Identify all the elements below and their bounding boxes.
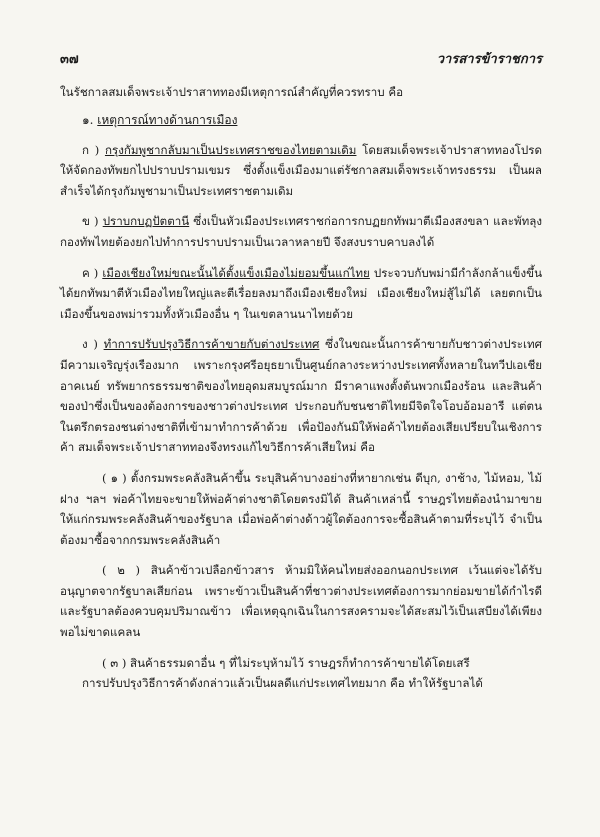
item-ngo	[60, 334, 542, 458]
section-heading	[82, 111, 542, 130]
subitem-1	[60, 468, 542, 550]
item-title: เมืองเชียงใหม่ขณะนั้นได้ตั้งแข็งเมืองไม่ยอมขึ้นแก่ไทย	[102, 265, 370, 280]
item-kho	[60, 211, 542, 252]
item-ko	[60, 140, 542, 202]
closing-paragraph: การปรับปรุงวิธีการค้าดังกล่าวแล้วเป็นผลดีแก่ประเทศไทยมาก คือ ทำให้รัฐบาลได้	[82, 676, 483, 691]
section-number: ๑.	[82, 112, 94, 127]
subitem-2	[60, 560, 542, 642]
item-marker: ง )	[82, 337, 98, 352]
item-text: ซึ่งเป็นหัวเมืองประเทศราชก่อการกบฏยกทัพมาตีเมืองสงขลา และพัทลุง กองทัพไทยต้องยกไปทำการปราบปรามเป็นเวลาหลายปี จึงสงบราบคาบลงได้	[60, 214, 543, 249]
document-body	[60, 82, 542, 694]
page-header	[60, 48, 542, 69]
item-text: ประจวบกับพม่ามีกำลังกล้าแข็งขึ้นได้ยกทัพมาตีหัวเมืองไทยใหญ่และตีเรื่อยลงมาถึงเมืองเชียงใหม่ เมืองเชียงใหม่สู้ไม่ได้ เลยตกเป็นเมืองขึ้นของพม่ารวมทั้งหัวเมืองอื่น ๆ ในเขตลานนาไทยด้วย	[60, 265, 542, 321]
subitem-marker: ( ๒ )	[102, 563, 141, 578]
intro-paragraph: ในรัชกาลสมเด็จพระเจ้าปราสาททองมีเหตุการณ์สำคัญที่ควรทราบ คือ	[60, 85, 404, 99]
page-number: ๓๗	[60, 52, 79, 67]
subitem-3	[60, 653, 542, 674]
item-title: ปราบกบฏปัตตานี	[102, 214, 190, 229]
subitem-text: สินค้าข้าวเปลือกข้าวสาร ห้ามมิให้คนไทยส่งออกนอกประเทศ เว้นแต่จะได้รับอนุญาตจากรัฐบาลเสียก่อน เพราะข้าวเป็นสินค้าที่ชาวต่างประเทศต้องการมากย่อมขายได้กำไรดี และรัฐบาลต้องควบคุมปริมาณข้าว เพื่อเหตุฉุกเฉินในการสงครามจะได้สะสมไว้เป็นเสบียงได้เพียงพอไม่ขาดแคลน	[60, 563, 542, 640]
item-kho-khwai	[60, 263, 542, 325]
subitem-marker: ( ๑ )	[102, 470, 127, 485]
journal-title: วารสารข้าราชการ	[436, 52, 542, 67]
subitem-marker: ( ๓ )	[102, 655, 127, 670]
item-text: ซึ่งในขณะนั้นการค้าขายกับชาวต่างประเทศมีความเจริญรุ่งเรืองมาก เพราะกรุงศรีอยุธยาเป็นศูนย์กลางระหว่างประเทศทั้งหลายในทวีปเอเชียอาคเนย์ ทรัพยากรธรรมชาติของไทยอุดมสมบูรณ์มาก มีราคาแพงตั้งต้นพวกเมืองร้อน และสินค้าของป่าซึ่งเป็นของต้องการของชาวต่างประเทศ ประกอบกับชนชาติไทยมีจิตใจโอบอ้อมอารี แต่ตนในตรึกตรองชนต่างชาติที่เข้ามาทำการค้าด้วย เพื่อป้องกันมิให้พ่อค้าไทยต้องเสียเปรียบในเชิงการค้า สมเด็จพระเจ้าปราสาททองจึงทรงแก้ไขวิธีการค้าเสียใหม่ คือ	[60, 337, 543, 455]
subitem-text: ตั้งกรมพระคลังสินค้าขึ้น ระบุสินค้าบางอย่างที่หายากเช่น ดีบุก, งาช้าง, ไม้หอม, ไม้ฝาง ฯลฯ พ่อค้าไทยจะขายให้พ่อค้าต่างชาติโดยตรงมิได้ สินค้าเหล่านี้ ราษฎรไทยต้องนำมาขายให้แก่กรมพระคลังสินค้าของรัฐบาล เมื่อพ่อค้าต่างด้าวผู้ใดต้องการจะซื้อสินค้าตามที่ระบุไว้ จำเป็นต้องมาซื้อจากกรมพระคลังสินค้า	[60, 470, 542, 547]
item-title: กรุงกัมพูชากลับมาเป็นประเทศราชของไทยตามเดิม	[104, 142, 357, 157]
item-title: ทำการปรับปรุงวิธีการค้าขายกับต่างประเทศ	[103, 337, 320, 352]
section-title: เหตุการณ์ทางด้านการเมือง	[97, 112, 238, 127]
subitem-text: สินค้าธรรมดาอื่น ๆ ที่ไม่ระบุห้ามไว้ ราษฎรก็ทำการค้าขายได้โดยเสรี	[126, 655, 470, 670]
item-text: โดยสมเด็จพระเจ้าปราสาททองโปรดให้จัดกองทัพยกไปปราบปรามเขมร ซึ่งตั้งแข็งเมืองมาแต่รัชกาลสมเด็จพระเจ้าทรงธรรม เป็นผลสำเร็จได้กรุงกัมพูชามาเป็นประเทศราชตามเดิม	[60, 142, 542, 198]
item-marker: ก )	[82, 142, 100, 157]
item-marker: ค )	[82, 265, 99, 280]
item-marker: ข )	[82, 214, 99, 229]
